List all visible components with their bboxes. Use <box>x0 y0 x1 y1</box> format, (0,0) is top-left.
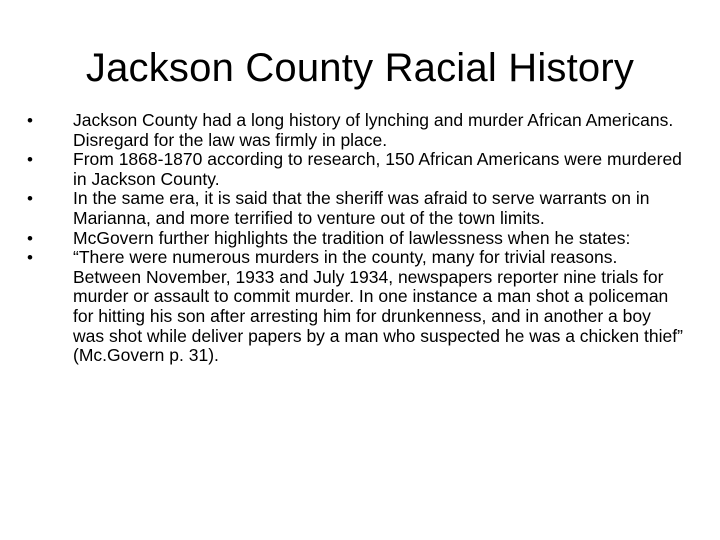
bullet-dot-icon: • <box>27 111 33 130</box>
bullet-dot-icon: • <box>27 189 33 209</box>
bullet-list <box>24 111 684 366</box>
bullet-text: “There were numerous murders in the county, many for trivial reasons. Between November, 1933 and July 1934, newspapers reporter nine trials for murder or assault to commit murder. In one instance a man shot a policeman for hitting his son after arresting him for drunkenness, and in another a boy was shot while deliver papers by a man who suspected he was a chicken thief” (Mc.Govern p. 31). <box>73 247 683 366</box>
bullet-text: In the same era, it is said that the sheriff was afraid to serve warrants on in Marianna, and more terrified to venture out of the town limits. <box>73 188 650 228</box>
bullet-text: From 1868-1870 according to research, 150 African Americans were murdered in Jackson County. <box>73 149 682 189</box>
bullet-item <box>24 248 684 366</box>
bullet-dot-icon: • <box>27 228 33 248</box>
bullet-text: Jackson County had a long history of lynching and murder African Americans. Disregard for the law was firmly in place. <box>73 110 674 150</box>
bullet-dot-icon: • <box>27 248 33 268</box>
bullet-dot-icon: • <box>27 150 33 170</box>
bullet-item <box>24 111 684 150</box>
bullet-text: McGovern further highlights the tradition of lawlessness when he states: <box>73 227 631 248</box>
bullet-item <box>24 150 684 189</box>
slide-title: Jackson County Racial History <box>85 46 635 90</box>
bullet-item <box>24 189 684 228</box>
bullet-item <box>24 229 684 249</box>
